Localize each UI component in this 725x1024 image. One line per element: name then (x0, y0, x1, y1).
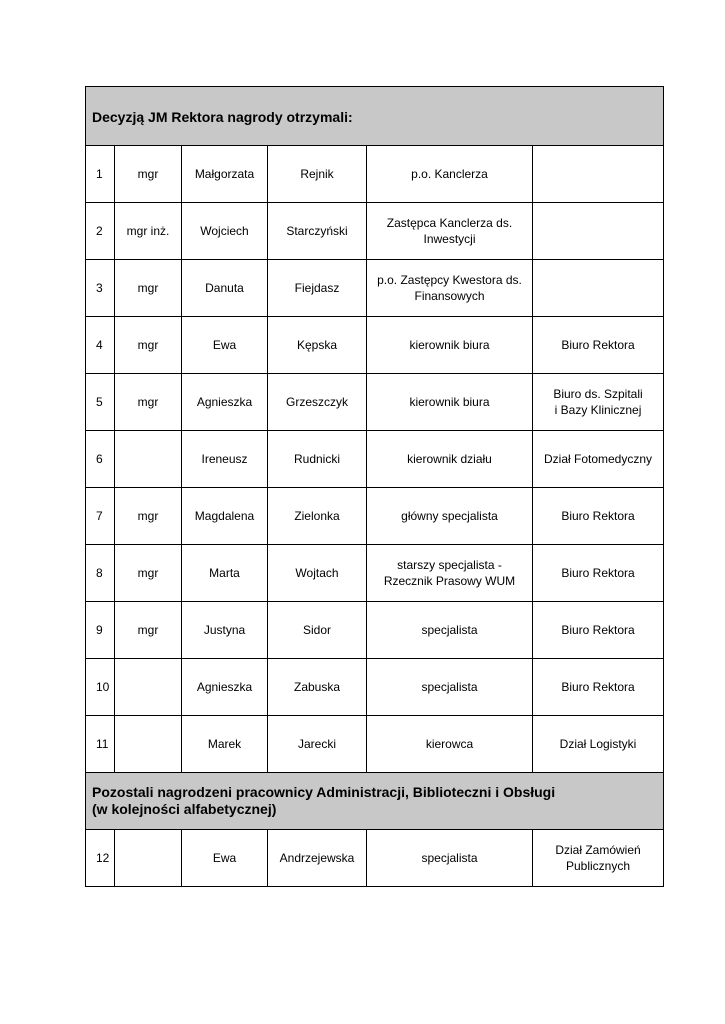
last-name-cell: Kępska (268, 317, 367, 374)
table-row (86, 602, 664, 659)
job-position-cell: główny specjalista (367, 488, 533, 545)
table-row (86, 488, 664, 545)
table-row (86, 431, 664, 488)
job-position-cell: p.o. Kanclerza (367, 146, 533, 203)
section-heading-rector: Decyzją JM Rektora nagrody otrzymali: (86, 87, 664, 146)
section-heading-row (86, 87, 664, 146)
academic-title-cell (115, 716, 182, 773)
table-row (86, 203, 664, 260)
awards-table (85, 86, 664, 887)
table-row (86, 317, 664, 374)
section-heading-row (86, 773, 664, 830)
academic-title-cell: mgr (115, 146, 182, 203)
academic-title-cell: mgr (115, 602, 182, 659)
last-name-cell: Wojtach (268, 545, 367, 602)
first-name-cell: Ireneusz (182, 431, 268, 488)
first-name-cell: Ewa (182, 830, 268, 887)
academic-title-cell (115, 830, 182, 887)
first-name-cell: Agnieszka (182, 374, 268, 431)
first-name-cell: Magdalena (182, 488, 268, 545)
last-name-cell: Rejnik (268, 146, 367, 203)
organizational-unit-cell: Biuro Rektora (533, 545, 664, 602)
first-name-cell: Małgorzata (182, 146, 268, 203)
first-name-cell: Marta (182, 545, 268, 602)
job-position-cell: specjalista (367, 659, 533, 716)
last-name-cell: Grzeszczyk (268, 374, 367, 431)
job-position-cell: Zastępca Kanclerza ds. Inwestycji (367, 203, 533, 260)
organizational-unit-cell: Dział Zamówień Publicznych (533, 830, 664, 887)
organizational-unit-cell (533, 146, 664, 203)
academic-title-cell: mgr (115, 488, 182, 545)
row-number-cell: 12 (86, 830, 115, 887)
last-name-cell: Andrzejewska (268, 830, 367, 887)
first-name-cell: Wojciech (182, 203, 268, 260)
job-position-cell: specjalista (367, 602, 533, 659)
row-number-cell: 4 (86, 317, 115, 374)
organizational-unit-cell: Biuro ds. Szpitali i Bazy Klinicznej (533, 374, 664, 431)
row-number-cell: 2 (86, 203, 115, 260)
academic-title-cell: mgr inż. (115, 203, 182, 260)
row-number-cell: 6 (86, 431, 115, 488)
last-name-cell: Zabuska (268, 659, 367, 716)
academic-title-cell: mgr (115, 260, 182, 317)
table-row (86, 716, 664, 773)
first-name-cell: Marek (182, 716, 268, 773)
table-row (86, 146, 664, 203)
last-name-cell: Jarecki (268, 716, 367, 773)
job-position-cell: kierowca (367, 716, 533, 773)
organizational-unit-cell (533, 260, 664, 317)
table-row (86, 260, 664, 317)
row-number-cell: 7 (86, 488, 115, 545)
table-row (86, 830, 664, 887)
row-number-cell: 1 (86, 146, 115, 203)
academic-title-cell (115, 431, 182, 488)
last-name-cell: Zielonka (268, 488, 367, 545)
organizational-unit-cell: Biuro Rektora (533, 317, 664, 374)
row-number-cell: 9 (86, 602, 115, 659)
job-position-cell: starszy specjalista - Rzecznik Prasowy WUM (367, 545, 533, 602)
first-name-cell: Danuta (182, 260, 268, 317)
table-row (86, 545, 664, 602)
first-name-cell: Ewa (182, 317, 268, 374)
awards-table-body (86, 87, 664, 887)
academic-title-cell: mgr (115, 374, 182, 431)
job-position-cell: specjalista (367, 830, 533, 887)
row-number-cell: 3 (86, 260, 115, 317)
organizational-unit-cell: Dział Fotomedyczny (533, 431, 664, 488)
academic-title-cell: mgr (115, 545, 182, 602)
first-name-cell: Justyna (182, 602, 268, 659)
organizational-unit-cell: Biuro Rektora (533, 488, 664, 545)
organizational-unit-cell: Biuro Rektora (533, 602, 664, 659)
job-position-cell: p.o. Zastępcy Kwestora ds. Finansowych (367, 260, 533, 317)
organizational-unit-cell (533, 203, 664, 260)
academic-title-cell: mgr (115, 317, 182, 374)
table-row (86, 659, 664, 716)
row-number-cell: 8 (86, 545, 115, 602)
job-position-cell: kierownik biura (367, 317, 533, 374)
organizational-unit-cell: Dział Logistyki (533, 716, 664, 773)
academic-title-cell (115, 659, 182, 716)
row-number-cell: 11 (86, 716, 115, 773)
first-name-cell: Agnieszka (182, 659, 268, 716)
section-heading-others: Pozostali nagrodzeni pracownicy Administracji, Biblioteczni i Obsługi (w kolejności alfabetycznej) (86, 773, 664, 830)
last-name-cell: Starczyński (268, 203, 367, 260)
last-name-cell: Sidor (268, 602, 367, 659)
last-name-cell: Fiejdasz (268, 260, 367, 317)
row-number-cell: 5 (86, 374, 115, 431)
row-number-cell: 10 (86, 659, 115, 716)
job-position-cell: kierownik biura (367, 374, 533, 431)
job-position-cell: kierownik działu (367, 431, 533, 488)
last-name-cell: Rudnicki (268, 431, 367, 488)
organizational-unit-cell: Biuro Rektora (533, 659, 664, 716)
table-row (86, 374, 664, 431)
